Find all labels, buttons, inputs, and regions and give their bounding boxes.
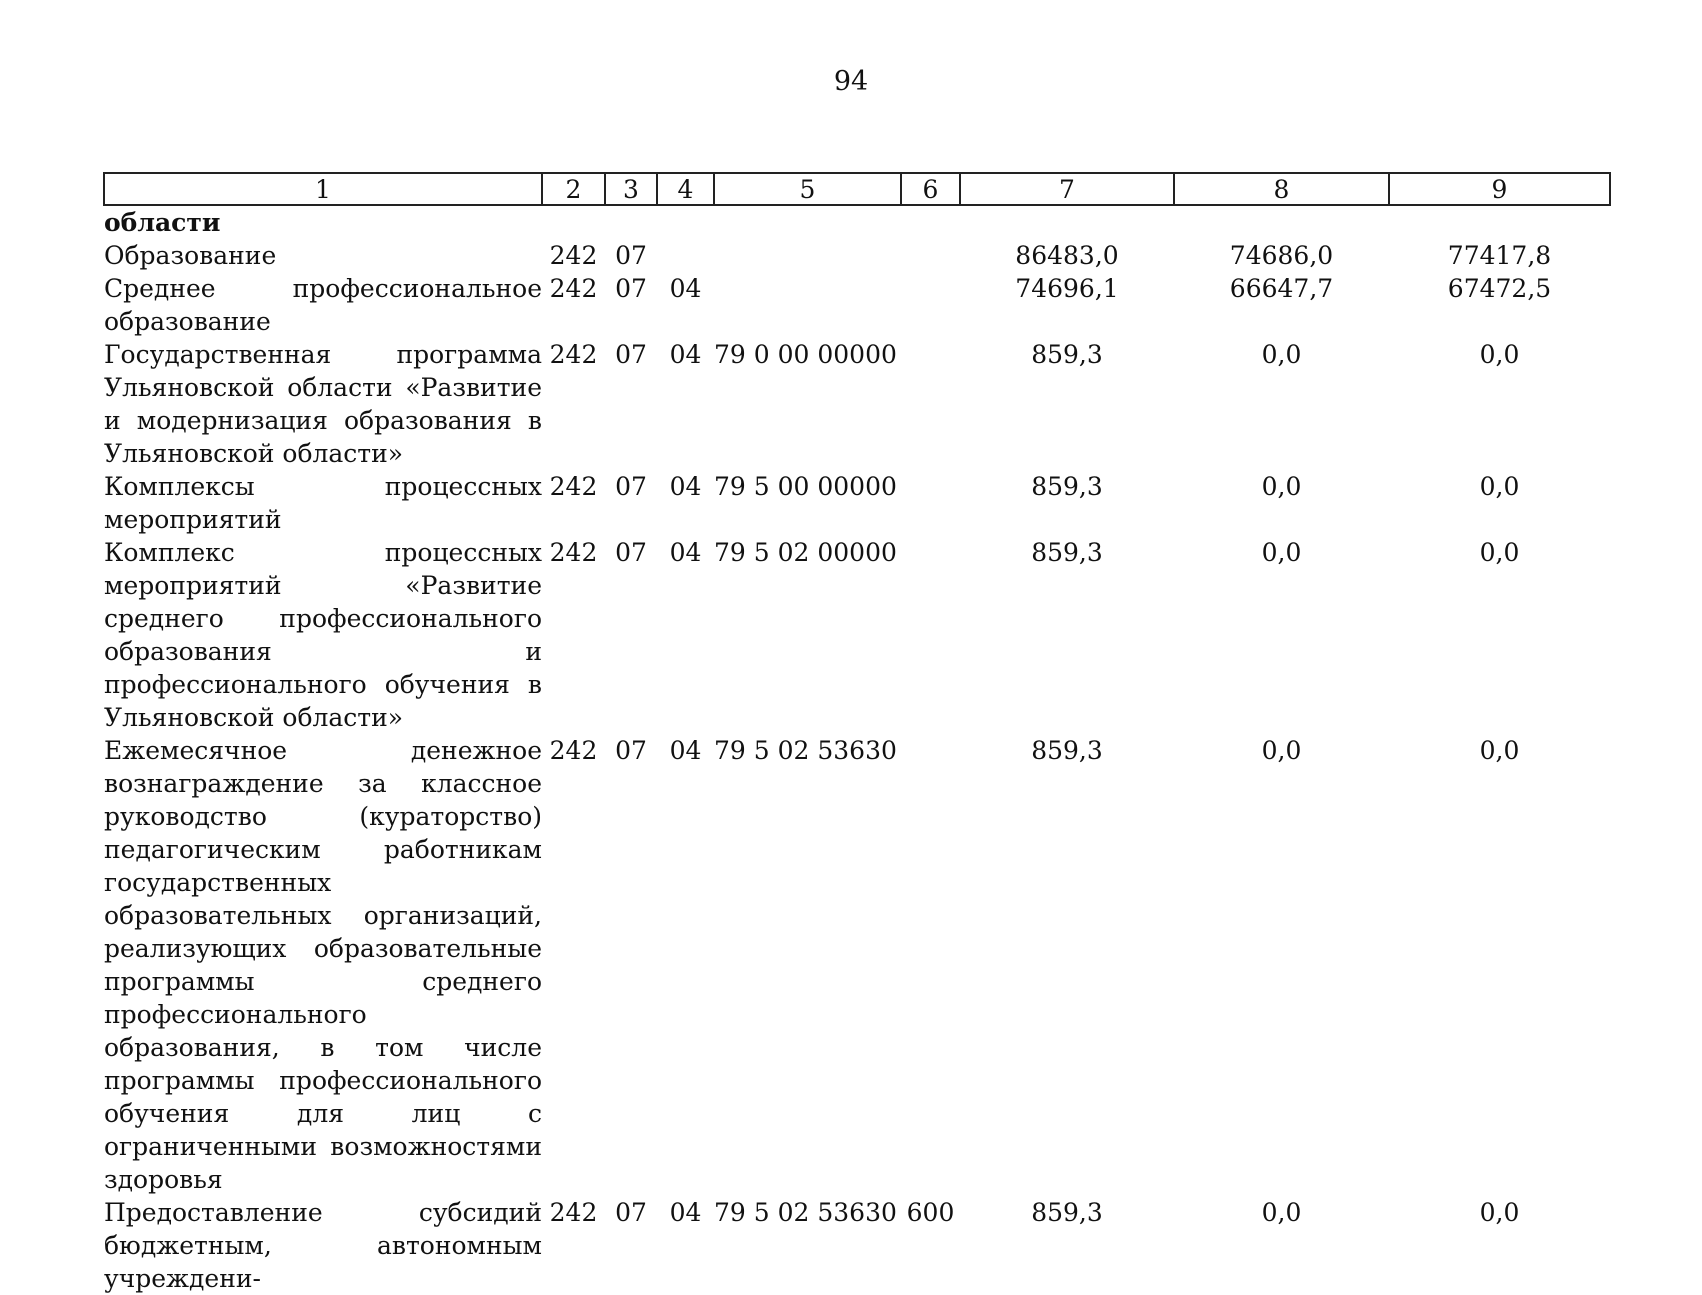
cell-c4 [657,205,714,239]
cell-c6: 600 [906,1198,955,1227]
header-col-8: 8 [1174,173,1389,205]
header-col-5: 5 [714,173,901,205]
cell-c8: 0,0 [1261,340,1302,369]
row-name: Комплексы процессных мероприятий [104,472,542,534]
header-col-7: 7 [960,173,1174,205]
cell-c3: 07 [615,1198,647,1227]
cell-c5 [714,205,901,239]
table-row [104,239,1610,272]
cell-c6 [901,272,960,338]
header-col-2: 2 [542,173,605,205]
cell-c5 [714,239,901,272]
cell-c4: 04 [669,538,702,567]
cell-c4: 04 [669,736,702,765]
cell-c5: 79 5 02 53630 [714,736,897,765]
cell-c4: 04 [669,1198,702,1227]
cell-c7: 859,3 [1031,538,1103,567]
cell-c5 [714,272,901,338]
header-col-6: 6 [901,173,960,205]
row-name: области [104,208,221,237]
header-col-9: 9 [1389,173,1610,205]
cell-c2: 242 [549,241,598,270]
cell-c6 [901,205,960,239]
cell-c5: 79 5 02 00000 [714,538,897,567]
cell-c8: 66647,7 [1229,274,1334,303]
cell-c5: 79 0 00 00000 [714,340,897,369]
budget-table [103,172,1611,1295]
cell-c6 [901,239,960,272]
cell-c8: 74686,0 [1229,241,1334,270]
cell-c9: 0,0 [1479,472,1520,501]
cell-c3: 07 [615,472,647,501]
page-number: 94 [833,66,869,97]
header-col-4: 4 [657,173,714,205]
cell-c9: 77417,8 [1447,241,1552,270]
row-name: Образование [104,241,277,270]
cell-c9: 0,0 [1479,538,1520,567]
row-name: Государственная программа Ульяновской области «Развитие и модернизация образования в Ульяновской области» [104,340,542,468]
cell-c7: 86483,0 [1015,241,1119,270]
cell-c6 [901,536,960,734]
cell-c6 [901,470,960,536]
cell-c6 [901,734,960,1196]
cell-c2: 242 [549,736,598,765]
header-row [104,173,1610,205]
row-name: Комплекс процессных мероприятий «Развитие среднего профессионального образования и профессионального обучения в Ульяновской области» [104,538,542,732]
cell-c5: 79 5 00 00000 [714,472,897,501]
cell-c3: 07 [615,538,647,567]
table-row [104,272,1610,338]
cell-c3 [605,205,657,239]
cell-c9: 0,0 [1479,340,1520,369]
cell-c3: 07 [615,340,647,369]
row-name: Ежемесячное денежное вознаграждение за классное руководство (кураторство) педагогическим работникам государственных образовательных организаций, реализующих образовательные программы среднего профессионального образования, в том числе программы профессионального обучения для лиц с ограниченными возможностями здоровья [104,736,542,1194]
cell-c4: 04 [669,274,702,303]
cell-c4: 04 [669,340,702,369]
cell-c8 [1174,205,1389,239]
cell-c4 [657,239,714,272]
table-row [104,338,1610,470]
table-row [104,734,1610,1196]
cell-c7: 859,3 [1031,1198,1103,1227]
cell-c3: 07 [615,736,647,765]
cell-c2 [542,205,605,239]
cell-c7: 859,3 [1031,340,1103,369]
cell-c2: 242 [549,538,598,567]
header-col-3: 3 [605,173,657,205]
cell-c8: 0,0 [1261,472,1302,501]
cell-c8: 0,0 [1261,538,1302,567]
cell-c3: 07 [615,274,647,303]
cell-c9: 0,0 [1479,736,1520,765]
cell-c8: 0,0 [1261,1198,1302,1227]
cell-c7 [960,205,1174,239]
header-col-1: 1 [104,173,542,205]
table-row [104,470,1610,536]
cell-c6 [901,338,960,470]
table-body [104,205,1610,1295]
cell-c3: 07 [615,241,647,270]
table-row [104,1196,1610,1295]
cell-c2: 242 [549,1198,598,1227]
cell-c9: 67472,5 [1447,274,1552,303]
cell-c2: 242 [549,274,598,303]
cell-c9: 0,0 [1479,1198,1520,1227]
cell-c8: 0,0 [1261,736,1302,765]
cell-c4: 04 [669,472,702,501]
table-row [104,536,1610,734]
row-name: Предоставление субсидий бюджетным, автономным учреждени- [104,1198,542,1293]
row-name: Среднее профессиональное образование [104,274,542,336]
cell-c9 [1389,205,1610,239]
cell-c7: 74696,1 [1015,274,1119,303]
cell-c7: 859,3 [1031,472,1103,501]
cell-c5: 79 5 02 53630 [714,1198,897,1227]
cell-c2: 242 [549,472,598,501]
cell-c7: 859,3 [1031,736,1103,765]
cell-c2: 242 [549,340,598,369]
table-row [104,205,1610,239]
